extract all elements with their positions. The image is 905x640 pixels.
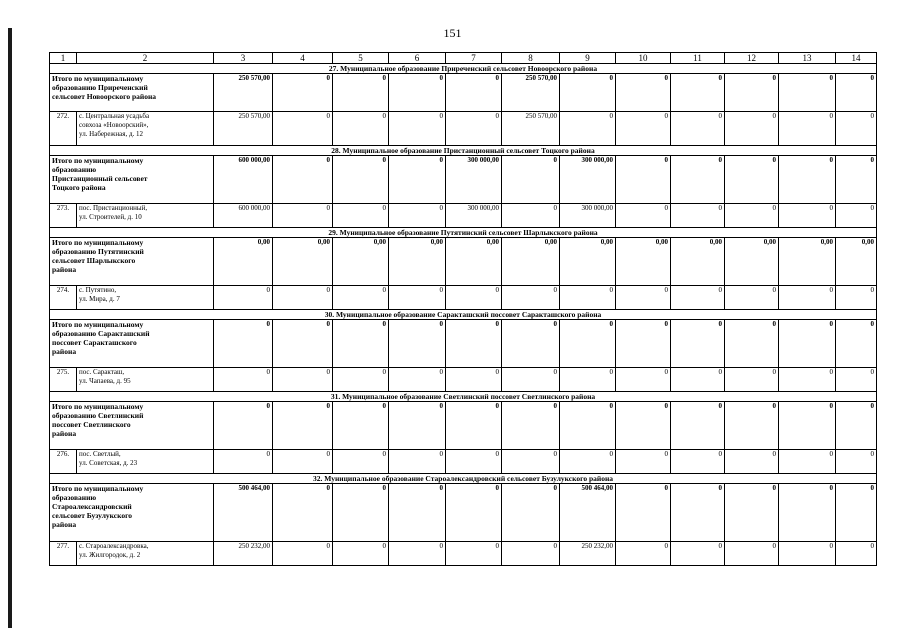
object-value: 0 bbox=[671, 286, 725, 310]
object-value: 0 bbox=[560, 112, 616, 146]
total-label-line: образованию Светлинский bbox=[52, 411, 144, 420]
object-value: 0 bbox=[616, 286, 671, 310]
object-value: 0 bbox=[446, 112, 502, 146]
object-address-line: пос. Саракташ, bbox=[79, 368, 125, 376]
object-value: 0 bbox=[502, 542, 560, 566]
object-address bbox=[77, 450, 214, 474]
object-address-line: пос. Пристанционный, bbox=[79, 204, 148, 212]
column-header: 14 bbox=[836, 53, 877, 64]
object-number: 276. bbox=[50, 450, 77, 474]
total-value: 300 000,00 bbox=[560, 156, 616, 204]
total-value: 0,00 bbox=[389, 238, 446, 286]
total-label-line: района bbox=[52, 520, 77, 529]
object-value: 0 bbox=[389, 112, 446, 146]
column-header: 4 bbox=[273, 53, 333, 64]
object-value: 0 bbox=[779, 204, 836, 228]
total-value: 0 bbox=[214, 320, 273, 368]
total-value: 0,00 bbox=[725, 238, 779, 286]
total-value: 0 bbox=[502, 156, 560, 204]
object-value: 0 bbox=[273, 112, 333, 146]
section-title: 32. Муниципальное образование Староалександровский сельсовет Бузулукского района bbox=[50, 474, 877, 484]
column-header: 9 bbox=[560, 53, 616, 64]
page-binding-edge bbox=[8, 28, 12, 628]
object-value: 0 bbox=[836, 204, 877, 228]
total-value: 0 bbox=[779, 484, 836, 542]
total-value: 500 464,00 bbox=[560, 484, 616, 542]
object-address-line: с. Путятино, bbox=[79, 286, 117, 294]
total-label-line: образованию Путятинский bbox=[52, 247, 144, 256]
total-value: 600 000,00 bbox=[214, 156, 273, 204]
total-value: 0 bbox=[502, 484, 560, 542]
object-row bbox=[50, 542, 877, 566]
object-value: 0 bbox=[616, 204, 671, 228]
object-value: 0 bbox=[671, 112, 725, 146]
section-total-row bbox=[50, 402, 877, 450]
total-label-line: образованию Саракташский bbox=[52, 329, 150, 338]
section-total-row bbox=[50, 320, 877, 368]
object-value: 0 bbox=[502, 286, 560, 310]
section-title-row bbox=[50, 146, 877, 156]
total-value: 0 bbox=[560, 320, 616, 368]
object-row bbox=[50, 204, 877, 228]
total-value: 0 bbox=[616, 74, 671, 112]
object-value: 0 bbox=[725, 204, 779, 228]
total-value: 0 bbox=[560, 74, 616, 112]
total-label-line: Итого по муниципальному bbox=[52, 74, 144, 83]
total-value: 0 bbox=[616, 484, 671, 542]
total-value: 0 bbox=[725, 74, 779, 112]
total-value: 0,00 bbox=[446, 238, 502, 286]
total-value: 0 bbox=[333, 320, 389, 368]
object-value: 0 bbox=[779, 112, 836, 146]
object-address-line: ул. Советская, д. 23 bbox=[79, 459, 138, 467]
object-value: 0 bbox=[273, 204, 333, 228]
object-address-line: ул. Набережная, д. 12 bbox=[79, 130, 144, 138]
column-header: 5 bbox=[333, 53, 389, 64]
column-header: 10 bbox=[616, 53, 671, 64]
total-value: 0,00 bbox=[836, 238, 877, 286]
object-value: 0 bbox=[671, 542, 725, 566]
total-value: 0 bbox=[836, 320, 877, 368]
object-address-line: с. Староалександровка, bbox=[79, 542, 149, 550]
section-title-row bbox=[50, 310, 877, 320]
object-value: 0 bbox=[214, 368, 273, 392]
object-value: 0 bbox=[725, 112, 779, 146]
object-value: 0 bbox=[560, 450, 616, 474]
object-value: 0 bbox=[779, 286, 836, 310]
section-title: 27. Муниципальное образование Приреченский сельсовет Новоорского района bbox=[50, 64, 877, 74]
total-value: 0 bbox=[389, 156, 446, 204]
total-value: 0 bbox=[333, 74, 389, 112]
object-value: 0 bbox=[446, 286, 502, 310]
total-value: 0 bbox=[389, 74, 446, 112]
object-value: 0 bbox=[725, 450, 779, 474]
total-value: 0 bbox=[560, 402, 616, 450]
total-value: 300 000,00 bbox=[446, 156, 502, 204]
object-value: 0 bbox=[446, 450, 502, 474]
total-value: 0 bbox=[836, 74, 877, 112]
section-title: 28. Муниципальное образование Пристанционный сельсовет Тоцкого района bbox=[50, 146, 877, 156]
total-value: 0 bbox=[273, 156, 333, 204]
total-value: 0 bbox=[671, 484, 725, 542]
object-value: 0 bbox=[671, 368, 725, 392]
object-value: 0 bbox=[725, 368, 779, 392]
section-total-row bbox=[50, 238, 877, 286]
total-value: 0 bbox=[725, 402, 779, 450]
object-address bbox=[77, 286, 214, 310]
total-value: 250 570,00 bbox=[214, 74, 273, 112]
section-title: 30. Муниципальное образование Саракташский поссовет Саракташского района bbox=[50, 310, 877, 320]
total-value: 0 bbox=[725, 484, 779, 542]
object-value: 0 bbox=[671, 204, 725, 228]
total-value: 0 bbox=[725, 156, 779, 204]
object-value: 0 bbox=[779, 368, 836, 392]
object-value: 0 bbox=[333, 542, 389, 566]
object-address-line: ул. Жилгородок, д. 2 bbox=[79, 551, 141, 559]
section-total-row bbox=[50, 74, 877, 112]
object-address-line: с. Центральная усадьба bbox=[79, 112, 150, 120]
object-value: 0 bbox=[725, 542, 779, 566]
object-value: 0 bbox=[616, 368, 671, 392]
total-value: 0,00 bbox=[560, 238, 616, 286]
total-value: 250 570,00 bbox=[502, 74, 560, 112]
total-value: 0 bbox=[671, 156, 725, 204]
object-value: 0 bbox=[836, 112, 877, 146]
total-label-line: района bbox=[52, 429, 77, 438]
object-address bbox=[77, 112, 214, 146]
column-header: 13 bbox=[779, 53, 836, 64]
total-value: 0,00 bbox=[616, 238, 671, 286]
object-address-line: ул. Мира, д. 7 bbox=[79, 295, 120, 303]
section-title-row bbox=[50, 474, 877, 484]
object-address-line: ул. Строителей, д. 10 bbox=[79, 213, 142, 221]
object-value: 0 bbox=[389, 368, 446, 392]
object-value: 0 bbox=[616, 542, 671, 566]
header-row bbox=[50, 53, 877, 64]
total-label bbox=[50, 74, 214, 112]
column-header: 3 bbox=[214, 53, 273, 64]
total-label bbox=[50, 156, 214, 204]
object-row bbox=[50, 450, 877, 474]
total-value: 0,00 bbox=[779, 238, 836, 286]
total-value: 0 bbox=[333, 402, 389, 450]
total-label-line: поссовет Светлинского bbox=[52, 420, 131, 429]
object-value: 0 bbox=[502, 450, 560, 474]
object-value: 0 bbox=[502, 368, 560, 392]
object-value: 0 bbox=[333, 204, 389, 228]
section-title-row bbox=[50, 392, 877, 402]
object-number: 272. bbox=[50, 112, 77, 146]
object-value: 0 bbox=[214, 286, 273, 310]
total-label bbox=[50, 320, 214, 368]
object-value: 0 bbox=[616, 450, 671, 474]
total-value: 0 bbox=[779, 156, 836, 204]
total-label-line: Итого по муниципальному bbox=[52, 156, 144, 165]
total-label-line: Тоцкого района bbox=[52, 183, 106, 192]
total-value: 0 bbox=[333, 156, 389, 204]
total-label-line: Итого по муниципальному bbox=[52, 320, 144, 329]
total-label bbox=[50, 484, 214, 542]
section-total-row bbox=[50, 484, 877, 542]
total-label-line: Итого по муниципальному bbox=[52, 484, 144, 493]
section-title-row bbox=[50, 64, 877, 74]
object-value: 0 bbox=[836, 542, 877, 566]
object-value: 250 232,00 bbox=[214, 542, 273, 566]
total-label-line: поссовет Саракташского bbox=[52, 338, 137, 347]
total-value: 0,00 bbox=[671, 238, 725, 286]
total-value: 0,00 bbox=[273, 238, 333, 286]
object-address-line: пос. Светлый, bbox=[79, 450, 121, 458]
section-total-row bbox=[50, 156, 877, 204]
total-value: 0,00 bbox=[502, 238, 560, 286]
page-number: 151 bbox=[443, 26, 462, 40]
total-value: 0 bbox=[389, 320, 446, 368]
object-number: 273. bbox=[50, 204, 77, 228]
object-value: 0 bbox=[779, 542, 836, 566]
object-value: 0 bbox=[616, 112, 671, 146]
total-value: 0 bbox=[671, 320, 725, 368]
total-label bbox=[50, 238, 214, 286]
section-title: 29. Муниципальное образование Путятинский сельсовет Шарлыкского района bbox=[50, 228, 877, 238]
total-value: 0 bbox=[214, 402, 273, 450]
total-label-line: сельсовет Бузулукского bbox=[52, 511, 133, 520]
total-value: 0 bbox=[446, 74, 502, 112]
total-value: 0 bbox=[671, 402, 725, 450]
total-label-line: образованию bbox=[52, 165, 97, 174]
total-label-line: Пристанционный сельсовет bbox=[52, 174, 148, 183]
total-value: 0 bbox=[502, 402, 560, 450]
total-value: 0 bbox=[836, 156, 877, 204]
total-label-line: района bbox=[52, 265, 77, 274]
column-header: 7 bbox=[446, 53, 502, 64]
total-value: 0 bbox=[333, 484, 389, 542]
total-label-line: Итого по муниципальному bbox=[52, 402, 144, 411]
total-value: 0 bbox=[836, 484, 877, 542]
total-value: 0 bbox=[446, 484, 502, 542]
object-value: 0 bbox=[333, 450, 389, 474]
total-value: 0 bbox=[273, 74, 333, 112]
object-value: 0 bbox=[560, 368, 616, 392]
object-number: 275. bbox=[50, 368, 77, 392]
total-label-line: Староалександровский bbox=[52, 502, 132, 511]
object-address bbox=[77, 368, 214, 392]
total-label-line: сельсовет Новоорского района bbox=[52, 92, 157, 101]
column-header: 1 bbox=[50, 53, 77, 64]
total-value: 0 bbox=[446, 402, 502, 450]
object-value: 300 000,00 bbox=[446, 204, 502, 228]
object-number: 274. bbox=[50, 286, 77, 310]
object-value: 250 232,00 bbox=[560, 542, 616, 566]
total-label-line: района bbox=[52, 347, 77, 356]
object-value: 0 bbox=[671, 450, 725, 474]
column-header: 6 bbox=[389, 53, 446, 64]
object-row bbox=[50, 286, 877, 310]
total-value: 0 bbox=[836, 402, 877, 450]
object-value: 0 bbox=[389, 204, 446, 228]
total-value: 0 bbox=[502, 320, 560, 368]
total-value: 0 bbox=[389, 484, 446, 542]
object-row bbox=[50, 368, 877, 392]
total-label-line: Итого по муниципальному bbox=[52, 238, 144, 247]
total-value: 0,00 bbox=[214, 238, 273, 286]
object-value: 0 bbox=[273, 368, 333, 392]
section-title: 31. Муниципальное образование Светлинский поссовет Светлинского района bbox=[50, 392, 877, 402]
total-value: 0 bbox=[616, 402, 671, 450]
column-header: 2 bbox=[77, 53, 214, 64]
total-value: 0,00 bbox=[333, 238, 389, 286]
object-value: 0 bbox=[333, 368, 389, 392]
object-value: 0 bbox=[502, 204, 560, 228]
column-header: 12 bbox=[725, 53, 779, 64]
total-value: 0 bbox=[616, 156, 671, 204]
object-number: 277. bbox=[50, 542, 77, 566]
total-value: 0 bbox=[273, 320, 333, 368]
total-value: 0 bbox=[273, 402, 333, 450]
total-label bbox=[50, 402, 214, 450]
object-value: 600 000,00 bbox=[214, 204, 273, 228]
object-value: 0 bbox=[389, 542, 446, 566]
total-value: 0 bbox=[725, 320, 779, 368]
object-address-line: ул. Чапаева, д. 95 bbox=[79, 377, 131, 385]
object-value: 0 bbox=[389, 286, 446, 310]
object-value: 0 bbox=[389, 450, 446, 474]
column-header: 8 bbox=[502, 53, 560, 64]
object-value: 250 570,00 bbox=[214, 112, 273, 146]
total-value: 0 bbox=[779, 320, 836, 368]
object-row bbox=[50, 112, 877, 146]
total-value: 0 bbox=[779, 402, 836, 450]
budget-table bbox=[49, 52, 877, 566]
object-value: 0 bbox=[273, 450, 333, 474]
object-value: 300 000,00 bbox=[560, 204, 616, 228]
object-address bbox=[77, 542, 214, 566]
object-address bbox=[77, 204, 214, 228]
total-label-line: образованию bbox=[52, 493, 97, 502]
total-value: 500 464,00 bbox=[214, 484, 273, 542]
object-value: 0 bbox=[333, 112, 389, 146]
total-value: 0 bbox=[273, 484, 333, 542]
object-value: 0 bbox=[214, 450, 273, 474]
total-value: 0 bbox=[616, 320, 671, 368]
total-label-line: сельсовет Шарлыкского bbox=[52, 256, 136, 265]
column-header: 11 bbox=[671, 53, 725, 64]
object-value: 0 bbox=[273, 542, 333, 566]
total-value: 0 bbox=[671, 74, 725, 112]
object-address-line: совхоза «Новоорский», bbox=[79, 121, 149, 129]
object-value: 0 bbox=[446, 368, 502, 392]
object-value: 0 bbox=[779, 450, 836, 474]
total-value: 0 bbox=[446, 320, 502, 368]
object-value: 0 bbox=[725, 286, 779, 310]
object-value: 0 bbox=[446, 542, 502, 566]
object-value: 0 bbox=[560, 286, 616, 310]
object-value: 0 bbox=[836, 286, 877, 310]
object-value: 0 bbox=[836, 368, 877, 392]
total-value: 0 bbox=[779, 74, 836, 112]
section-title-row bbox=[50, 228, 877, 238]
object-value: 250 570,00 bbox=[502, 112, 560, 146]
total-label-line: образованию Приреченский bbox=[52, 83, 148, 92]
total-value: 0 bbox=[389, 402, 446, 450]
object-value: 0 bbox=[273, 286, 333, 310]
object-value: 0 bbox=[333, 286, 389, 310]
object-value: 0 bbox=[836, 450, 877, 474]
